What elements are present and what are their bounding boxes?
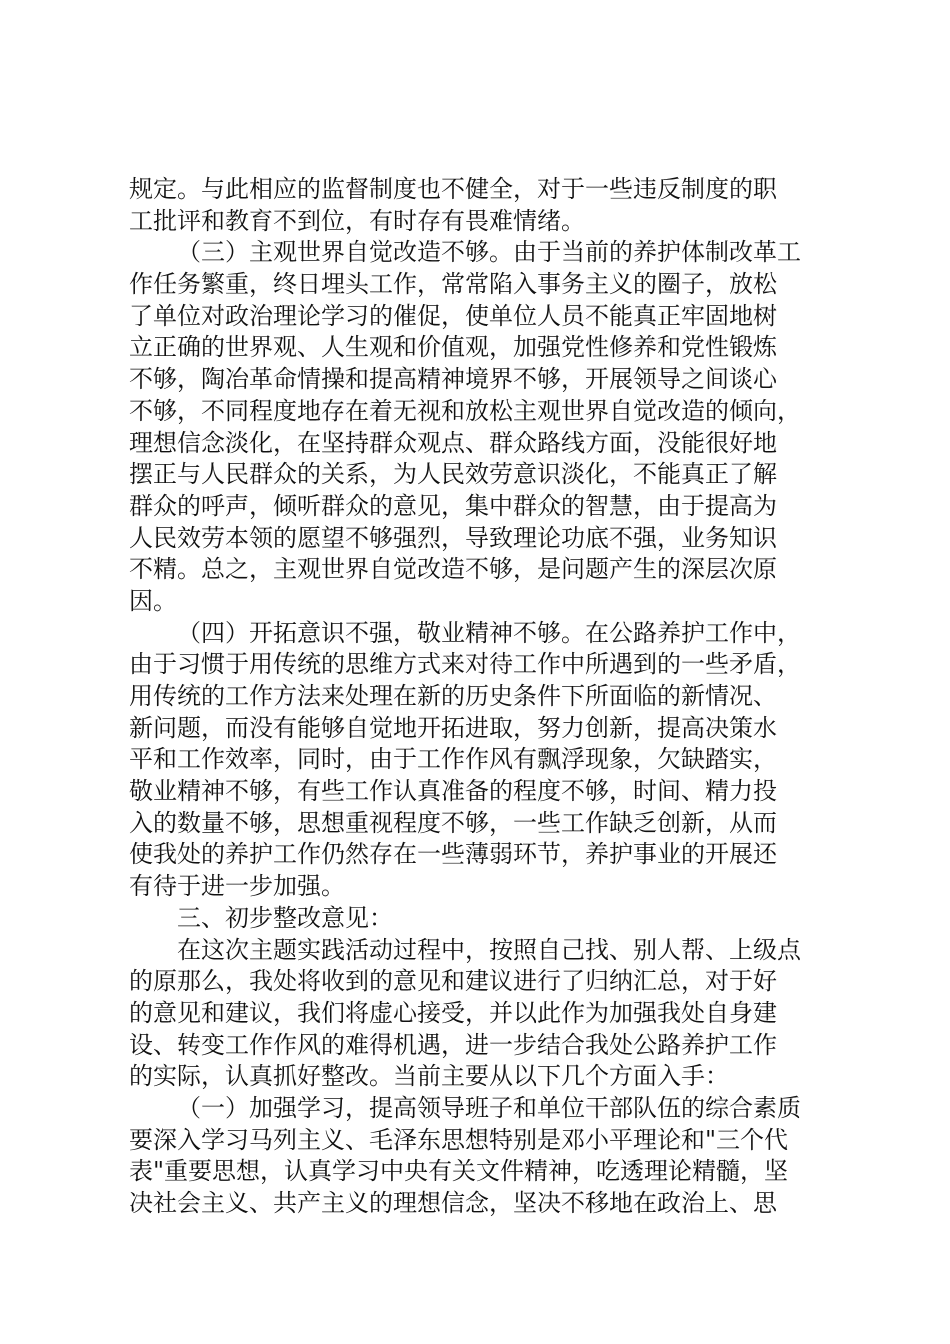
text-line: 入的数量不够，思想重视程度不够，一些工作缺乏创新，从而	[129, 808, 777, 837]
text-line: 新问题，而没有能够自觉地开拓进取，努力创新，提高决策水	[129, 713, 777, 742]
text-line: 三、初步整改意见：	[177, 903, 393, 932]
text-line: 由于习惯于用传统的思维方式来对待工作中所遇到的一些矛盾，	[129, 650, 801, 679]
text-line: （三）主观世界自觉改造不够。由于当前的养护体制改革工	[177, 238, 801, 267]
text-line: 使我处的养护工作仍然存在一些薄弱环节，养护事业的开展还	[129, 840, 777, 869]
text-line: 人民效劳本领的愿望不够强烈，导致理论功底不强，业务知识	[129, 523, 777, 552]
text-line: 平和工作效率，同时，由于工作作风有飘浮现象，欠缺踏实，	[129, 745, 777, 774]
text-line: 理想信念淡化，在坚持群众观点、群众路线方面，没能很好地	[129, 428, 777, 457]
text-line: 规定。与此相应的监督制度也不健全，对于一些违反制度的职	[129, 175, 777, 203]
text-line: 了单位对政治理论学习的催促，使单位人员不能真正牢固地树	[129, 301, 777, 330]
text-line: 敬业精神不够，有些工作认真准备的程度不够，时间、精力投	[129, 777, 777, 806]
text-line: 因。	[129, 586, 177, 615]
text-line: 在这次主题实践活动过程中，按照自己找、别人帮、上级点	[177, 935, 801, 964]
text-line: 有待于进一步加强。	[129, 872, 345, 901]
text-line: 设、转变工作作风的难得机遇，进一步结合我处公路养护工作	[129, 1030, 777, 1059]
text-line: 不够，不同程度地存在着无视和放松主观世界自觉改造的倾向，	[129, 396, 801, 425]
text-line: 作任务繁重，终日埋头工作，常常陷入事务主义的圈子，放松	[129, 270, 777, 299]
text-line: 的原那么，我处将收到的意见和建议进行了归纳汇总，对于好	[129, 967, 777, 996]
text-line: 摆正与人民群众的关系，为人民效劳意识淡化，不能真正了解	[129, 460, 777, 489]
text-line: 的实际，认真抓好整改。当前主要从以下几个方面入手：	[129, 1062, 729, 1091]
text-line: 群众的呼声，倾听群众的意见，集中群众的智慧，由于提高为	[129, 491, 777, 520]
text-line: 工批评和教育不到位，有时存有畏难情绪。	[129, 206, 585, 235]
document-body	[129, 174, 829, 1220]
text-line: 决社会主义、共产主义的理想信念，坚决不移地在政治上、思	[129, 1189, 777, 1217]
text-line: 要深入学习马列主义、毛泽东思想特别是邓小平理论和"三个代	[129, 1125, 789, 1154]
text-line: 不精。总之，主观世界自觉改造不够，是问题产生的深层次原	[129, 555, 777, 584]
text-line: 用传统的工作方法来处理在新的历史条件下所面临的新情况、	[129, 682, 777, 710]
text-line: 立正确的世界观、人生观和价值观，加强党性修养和党性锻炼	[129, 333, 777, 362]
text-line: （四）开拓意识不强，敬业精神不够。在公路养护工作中，	[177, 618, 801, 647]
text-line: 表"重要思想，认真学习中央有关文件精神，吃透理论精髓，坚	[129, 1157, 789, 1186]
text-line: （一）加强学习，提高领导班子和单位干部队伍的综合素质	[177, 1093, 801, 1122]
text-line: 不够，陶冶革命情操和提高精神境界不够，开展领导之间谈心	[129, 365, 777, 394]
text-line: 的意见和建议，我们将虚心接受，并以此作为加强我处自身建	[129, 998, 777, 1027]
